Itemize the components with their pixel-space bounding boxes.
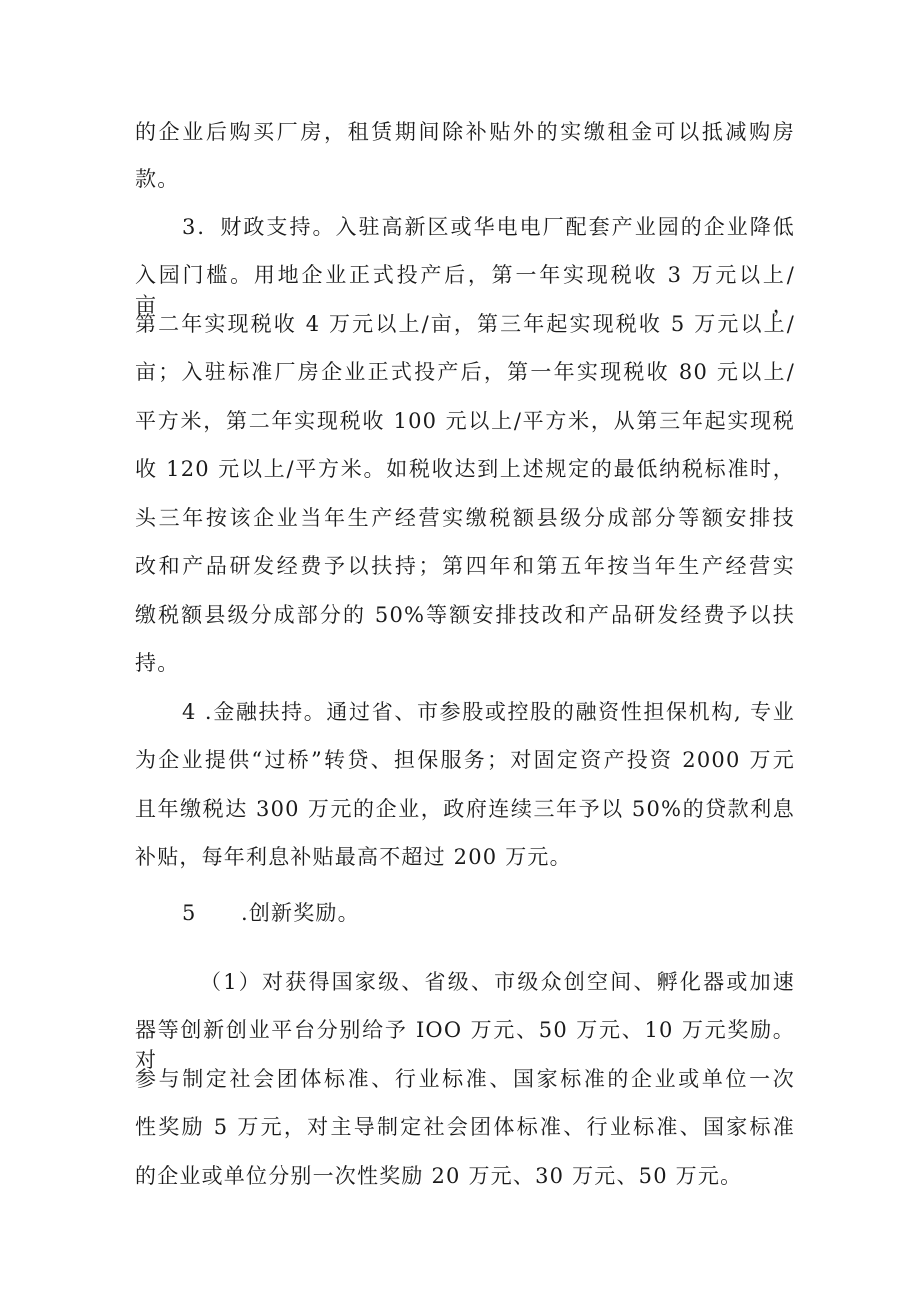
- paragraph-line: 缴税额县级分成部分的 50%等额安排技改和产品研发经费予以扶: [135, 603, 795, 627]
- paragraph-line: 亩；入驻标准厂房企业正式投产后，第一年实现税收 80 元以上/: [135, 360, 795, 384]
- paragraph-line: 4 .金融扶持。通过省、市参股或控股的融资性担保机构, 专业: [182, 700, 795, 724]
- paragraph-line: 参与制定社会团体标准、行业标准、国家标准的企业或单位一次: [135, 1067, 795, 1091]
- paragraph-line: 补贴，每年利息补贴最高不超过 200 万元。: [135, 845, 572, 869]
- paragraph-line: 第二年实现税收 4 万元以上/亩，第三年起实现税收 5 万元以上/: [135, 312, 795, 336]
- paragraph-line: 款。: [135, 167, 180, 191]
- paragraph-line: 头三年按该企业当年生产经营实缴税额县级分成部分等额安排技: [135, 506, 795, 530]
- paragraph-line: 且年缴税达 300 万元的企业，政府连续三年予以 50%的贷款利息: [135, 797, 795, 821]
- paragraph-line: （1）对获得国家级、省级、市级众创空间、孵化器或加速: [200, 970, 795, 994]
- paragraph-line: 3．财政支持。入驻高新区或华电电厂配套产业园的企业降低: [182, 215, 795, 239]
- paragraph-line: 平方米，第二年实现税收 100 元以上/平方米，从第三年起实现税: [135, 409, 795, 433]
- paragraph-line: 为企业提供“过桥”转贷、担保服务；对固定资产投资 2000 万元: [135, 748, 795, 772]
- paragraph-line: 的企业后购买厂房，租赁期间除补贴外的实缴租金可以抵减购房: [135, 120, 795, 144]
- paragraph-line: 改和产品研发经费予以扶持；第四年和第五年按当年生产经营实: [135, 554, 795, 578]
- paragraph-line: 性奖励 5 万元，对主导制定社会团体标准、行业标准、国家标准: [135, 1115, 795, 1139]
- paragraph-line: 持。: [135, 651, 180, 675]
- paragraph-line: 器等创新创业平台分别给予 IOO 万元、50 万元、10 万元奖励。对: [135, 1018, 795, 1072]
- section-heading: 5 .创新奖励。: [182, 901, 360, 925]
- paragraph-line: 收 120 元以上/平方米。如税收达到上述规定的最低纳税标准时，: [135, 457, 795, 481]
- paragraph-line: 的企业或单位分别一次性奖励 20 万元、30 万元、50 万元。: [135, 1164, 743, 1188]
- paragraph-line: 入园门槛。用地企业正式投产后，第一年实现税收 3 万元以上/亩，: [135, 263, 795, 317]
